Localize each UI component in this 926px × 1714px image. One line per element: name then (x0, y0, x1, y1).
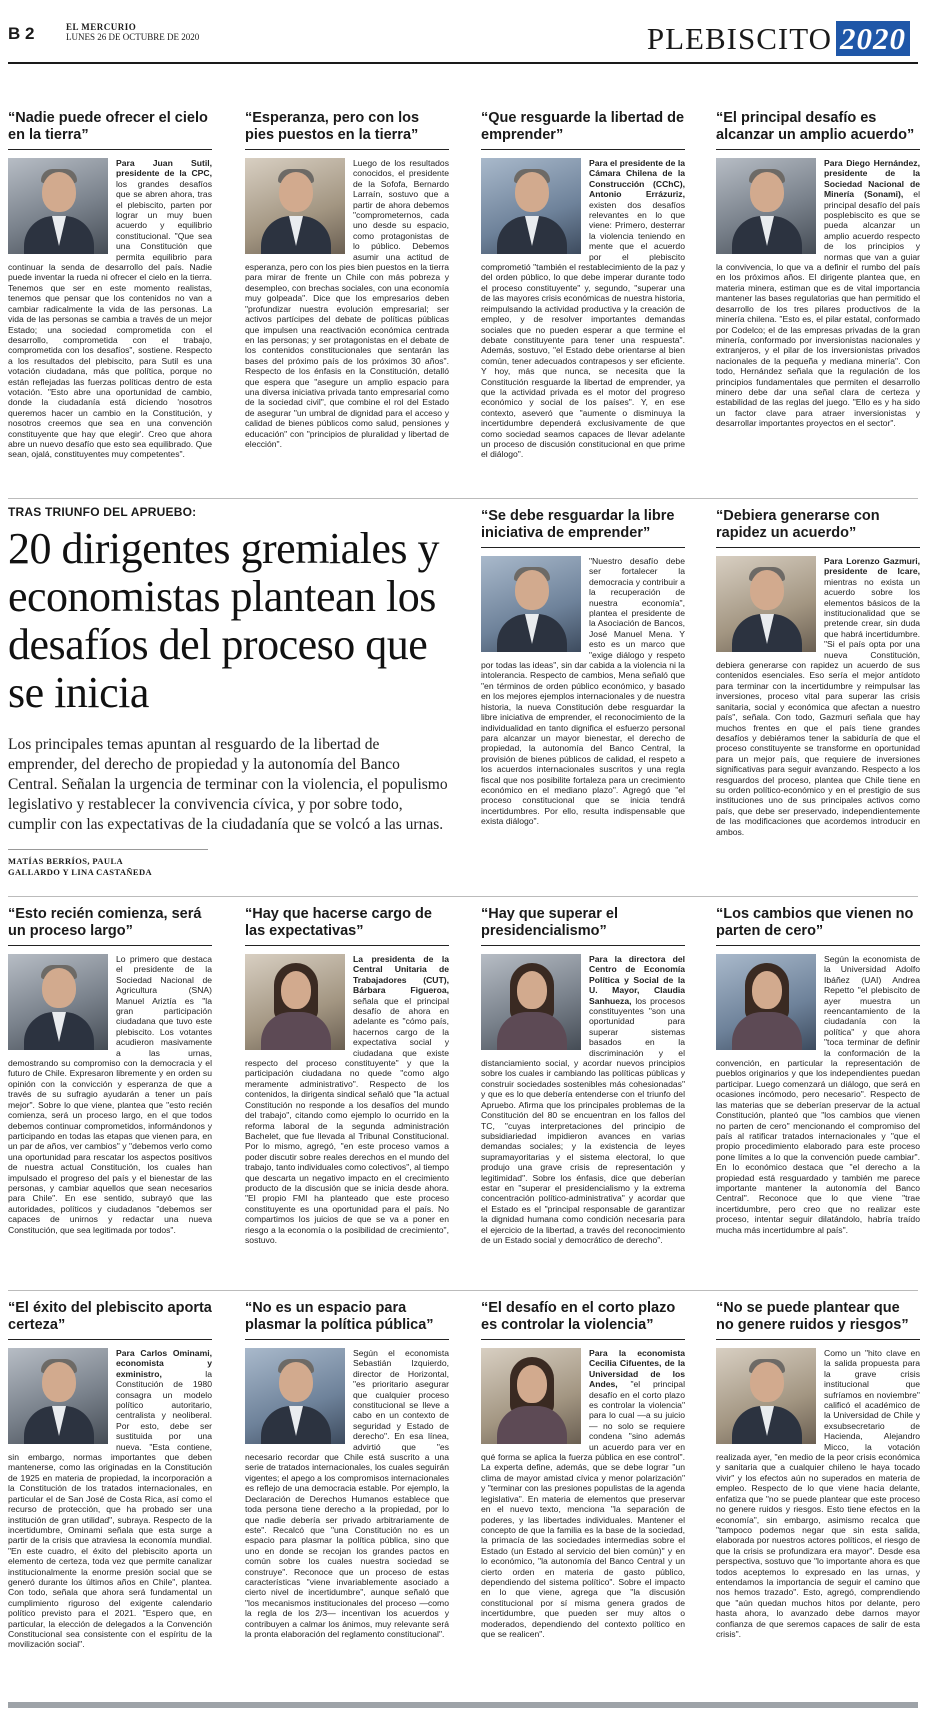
section-word: PLEBISCITO (646, 21, 832, 56)
quote-title: “Los cambios que vienen no parten de cero” (716, 906, 920, 946)
byline-line: MATÍAS BERRÍOS, PAULA (8, 856, 124, 866)
quote-title: “Esperanza, pero con los pies puestos en la tierra” (245, 110, 449, 150)
quote-block (716, 110, 920, 429)
quote-title: “Hay que hacerse cargo de las expectativas” (245, 906, 449, 946)
quote-block (8, 1300, 212, 1650)
quote-block (245, 906, 449, 1245)
quote-text: Como un "hito clave en la salida propuesta para la grave crisis institucional que sufríamos en noviembre" calificó el académico de la Universidad de Chile y exsubsecretario de Hacienda, Alejandro Micco, la votación realizada ayer, "en medio de la peor crisis económica y sanitaria que a cualquier chileno le haya tocado vivir" y los efectos aún no superados en materia de empleo. Respecto de lo que viene hacia delante, enfatiza que "no se puede plantear que este proceso no genere ruidos y riesgos. Esto tiene efectos en la economía", sin embargo, asimismo recalca que "tampoco podemos negar que sin esta salida, elaborada por nuestros actores políticos, el riesgo de que la crisis se profundizara era mayor". Desde esa perspectiva, sostuvo que "lo importante ahora es que todos aceptemos lo expresado en las urnas, y entendamos la importancia de seguir el camino que nos hemos trazado". Esto, agregó, comprendiendo que "aún quedan muchos hitos por delante, pero hasta ahora, lo avanzado debe darnos mayor confianza de que seremos capaces de salir de esta crisis". (716, 1348, 920, 1639)
paper-info (66, 22, 199, 42)
quote-lead: Para la directora del Centro de Economía Política y Social de la U. Mayor, Claudia Sanhueza, (589, 954, 685, 1006)
headline: 20 dirigentes gremiales y economistas plantean los desafíos del proceso que se inicia (8, 524, 440, 717)
quote-text: Luego de los resultados conocidos, el presidente de la Sofofa, Bernardo Larraín, sostuvo que a partir de ahora debemos "comprometernos, cada uno desde su espacio, como protagonistas de lo público. Debemos asumir una actitud de esperanza, pero con los pies bien puestos en la tierra para mirar de frente un Chile con más pobreza y desempleo, con brechas sociales, con una economía muy golpeada". Dice que los empresarios deben "profundizar nuestra evolución empresarial; ser activos partícipes del debate de políticas públicas que impulsen una reactivación económica centrada en las personas; y ser protagonistas en el debate de los contenidos constitucionales que sentarán las bases del próximo país de los próximos 30 años". Respecto de los énfasis en la Constitución, detalló que espera que "asegure un amplio espacio para una diversa iniciativa privada tanto empresarial como de la sociedad civil", que combine el rol del Estado de asegurar "un umbral de dignidad para el acceso y calidad de bienes públicos como salud, pensiones y educación" con "principios de pluralidad y libertad de elección". (245, 158, 449, 449)
page-number: B 2 (8, 24, 35, 43)
quote-title: “Hay que superar el presidencialismo” (481, 906, 685, 946)
quote-block (481, 906, 685, 1245)
quote-title: “No es un espacio para plasmar la política pública” (245, 1300, 449, 1340)
portrait-photo (245, 158, 345, 254)
quote-block (481, 508, 685, 827)
quote-lead: Para Lorenzo Gazmuri, presidente de Icare, (824, 556, 920, 577)
portrait-photo (245, 954, 345, 1050)
quote-title: “El principal desafío es alcanzar un amplio acuerdo” (716, 110, 920, 150)
quote-text: señala que el principal desafío de ahora en adelante es "cómo país, hacernos cargo de la expectativa social y ciudadana que existe respecto del proceso constituyente" y que la participación ciudadana no quede "como algo meramente administrativo". Respecto de los contenidos, la dirigenta sindical señaló que "la actual Constitución no responde a los desafíos del mundo del trabajo", citando como ejemplo lo ocurrido en la reforma laboral de la segunda administración Bachelet, que fue llevada al Tribunal Constitucional. Por lo mismo, agregó, "en este proceso vamos a poder discutir sobre reales derechos en el mundo del trabajo, tanto individuales como colectivos", al tiempo que descarta un negativo impacto en el crecimiento producto de la discusión que se inicia desde ahora. "El propio FMI ha planteado que este proceso constituyente es una oportunidad para el país. No compartimos los juicios de que se va a poner en riesgo a la economía o la posibilidad de crecimiento", sostuvo. (245, 995, 449, 1245)
byline (8, 849, 208, 878)
portrait-photo (716, 954, 816, 1050)
quote-lead: Para el presidente de la Cámara Chilena de la Construcción (CChC), Antonio Errázuriz, (589, 158, 685, 200)
portrait-photo (481, 954, 581, 1050)
quote-title: “El éxito del plebiscito aporta certeza” (8, 1300, 212, 1340)
portrait-photo (481, 158, 581, 254)
quote-title: “Esto recién comienza, será un proceso largo” (8, 906, 212, 946)
quote-title: “Debiera generarse con rapidez un acuerdo” (716, 508, 920, 548)
portrait-photo (8, 158, 108, 254)
quote-block (245, 110, 449, 449)
section-title (647, 22, 910, 56)
quote-lead: Para Juan Sutil, presidente de la CPC, (116, 158, 212, 179)
quote-block (8, 906, 212, 1235)
portrait-photo (8, 1348, 108, 1444)
issue-date: LUNES 26 DE OCTUBRE DE 2020 (66, 32, 200, 42)
header-rule (8, 62, 918, 64)
portrait-photo (716, 556, 816, 652)
quote-text: mientras no exista un acuerdo sobre los elementos básicos de la institucionalidad que se pretende crear, sin duda que habrá incertidumbre. "Si el país opta por una nueva Constitución, debiera generarse con rapidez un acuerdo de sus contenidos esenciales. Eso sería el mejor antídoto para terminar con la incertidumbre y reimpulsar las inversiones, proceso vital para superar las crisis sanitaria, social y económica que afectan a nuestro país", señala. Con todo, Gazmuri señala que hay muchos frentes en que el país tiene grandes desafíos y debiéramos tener la sabiduría de que el proceso constituyente se transforme en oportunidad para un mejor país, que requiere de inversiones significativas para seguir avanzando. Respecto a los resguardos del proceso, plantea que Chile tiene en su orden político-económico y en el prestigio de sus instituciones uno de sus principales activos como país, que debe ser preservado, independientemente de las modificaciones que acordemos introducir en ambos. (716, 576, 920, 837)
quote-text: Lo primero que destaca el presidente de la Sociedad Nacional de Agricultura (SNA) Manuel Ariztía es "la gran participación ciudadana que tuvo este plebiscito. Los votantes acudieron masivamente a las urnas, demostrando su compromiso con la democracia y el futuro de Chile. Expresaron libremente y en orden su opinión con la convicción y esperanza de que a través de su sufragio ayudarán a tener un país mejor". Sobre lo que viene, plantea que "esto recién comienza, será un proceso largo, en el que todos debemos continuar comprometidos, informándonos y participando en todas las etapas que vienen para, en un par de años, ver cambios" y "debemos verlo como una oportunidad para rescatar los aspectos positivos de nuestra actual Constitución, los cuales han impulsado el progreso del país y el bienestar de las personas, y cambiar aquellos que sean necesarios para Chile". En ese sentido, subrayó que las autoridades, políticos y ciudadanos "debemos ser capaces de unirnos y redactar una nueva Constitución, que sea legitimada por todos". (8, 954, 212, 1235)
section-divider (8, 1290, 918, 1291)
section-divider (8, 896, 918, 897)
byline-line: GALLARDO Y LINA CASTAÑEDA (8, 867, 153, 877)
quote-block (716, 508, 920, 837)
footer-rule (8, 1702, 918, 1708)
section-year: 2020 (836, 21, 910, 56)
portrait-photo (481, 1348, 581, 1444)
deck: Los principales temas apuntan al resguardo de la libertad de emprender, del derecho de propiedad y la autonomía del Banco Central. Señalan la urgencia de terminar con la violencia, el populismo legislativo y restablecer la convivencia cívica, y por sobre todo, cumplir con las expectativas de la ciudadanía que se volcó a las urnas. (8, 736, 448, 833)
quote-text: los grandes desafíos que se abren ahora, tras el plebiscito, parten por lograr un muy buen acuerdo y equilibrio constitucional. "Que sea una Constitución que permita equilibrio para continuar la senda de desarrollo del país. Nadie puede inventar la rueda ni ofrecer el cielo en la tierra. Tenemos que ser en este momento realistas, tenemos que pensar que los contenidos no van a cambiar radicalmente la vida de las personas. La vida de las personas se cambia a través de un mejor Estado; una sociedad comprometida con el desarrollo, comprometida con el trabajo, comprometida con los desafíos", sostiene. Respecto a los resultados del plebiscito, para Sutil es una votación ciudadana, más que política, porque no están reflejadas las fuerzas políticas dentro de esta votación. "Esto abre una oportunidad de cambio, donde la ciudadanía está diciendo 'nosotros queremos hacer un cambio en la Constitución, y nosotros creemos que sea en una convención constituyente que hay que elegir'. Creo que ahora abre un nuevo desafío que esto sea equilibrado. Que sean, ojalá, constituyentes muy competentes". (8, 178, 212, 460)
quote-title: “Que resguarde la libertad de emprender” (481, 110, 685, 150)
quote-lead: Para la economista Cecilia Cifuentes, de la Universidad de los Andes, (589, 1348, 685, 1390)
quote-title: “Se debe resguardar la libre iniciativa de emprender” (481, 508, 685, 548)
quote-block (481, 1300, 685, 1639)
quote-title: “Nadie puede ofrecer el cielo en la tierra” (8, 110, 212, 150)
quote-block (8, 110, 212, 460)
portrait-photo (481, 556, 581, 652)
quote-text: "el principal desafío en el corto plazo es controlar la violencia" para lo cual —a su juicio— no solo se requiere condena "sino además un acuerdo para ver en qué forma se aplica la fuerza pública en ese control". La experta define, además, que se debe lograr "un clima de mayor amistad cívica y menor polarización" y "terminar con las presiones populistas de la agenda legislativa". En materia de elementos que preservar en el nuevo texto, menciona "la separación de poderes, y las libertades individuales. Mantener el concepto de que la familia es la base de la sociedad, la primacía de las sociedades intermedias sobre el Estado (un Estado al servicio del bien común)" y en lo económico, "la autonomía del Banco Central y un cierto orden en materia de gasto público, dependiendo del sistema político". Sobre el impacto en lo que viene, agrega que "la discusión constitucional por sí misma genera grados de incertidumbre, que pueden ser muy altos o moderados, dependiendo del contexto político en que se realicen". (481, 1379, 685, 1639)
kicker: TRAS TRIUNFO DEL APRUEBO: (8, 505, 197, 519)
portrait-photo (716, 158, 816, 254)
portrait-photo (245, 1348, 345, 1444)
quote-lead: Para Diego Hernández, presidente de la Sociedad Nacional de Minería (Sonami), (824, 158, 920, 200)
quote-block (245, 1300, 449, 1639)
quote-title: “No se puede plantear que no genere ruidos y riesgos” (716, 1300, 920, 1340)
quote-text: "Nuestro desafío debe ser fortalecer la democracia y contribuir a la recuperación de nuestra economía", plantea el presidente de la Asociación de Bancos, José Manuel Mena. Y esto es un marco que "exige diálogo y respeto por todas las ideas", sin dar cabida a la violencia ni la intolerancia. Respecto de cambios, Mena señaló que "en términos de orden público económico, y basado en los mejores ejemplos internacionales y de nuestra historia, la nueva Constitución debe resguardar la libre iniciativa de emprender, el reconocimiento de la individualidad en tanto dignifica el esfuerzo personal para alcanzar un mayor bienestar, el derecho de propiedad, la autonomía del Banco Central, la provisión de bienes públicos de calidad, el respeto a los acuerdos internacionales suscritos y una regla fiscal que nos posibilite fortaleza para un crecimiento económico en el mediano plazo". Agregó que "el proceso constitucional que se inicia tendrá incertidumbres. Por ello, resulta indispensable que exista diálogo". (481, 556, 685, 827)
quote-text: los procesos constituyentes "son una oportunidad para superar sistemas basados en la discriminación y el distanciamiento social, y acordar nuevos principios sobre los cuales ir cambiando las políticas públicas y construir sociedades sostenibles más cohesionadas" y que es lo que debería entenderse con el triunfo del Apruebo. Afirma que los principales problemas de la Constitución del 80 se encuentran en los fallos del TC, "cuyas interpretaciones del principio de subsidiariedad impidieron avances en varias demandas sociales; y la existencia de leyes supramayoritarias y el sistema electoral, lo que produjo una grave crisis de representación y legitimidad". Sobre los énfasis, dice que deberían estar en "superar el presidencialismo y la extrema concentración político-administrativa" y acordar que el Estado es el "principal responsable de garantizar la dignidad humana como condición necesaria para el ejercicio de la libertad, a través del reconocimiento de un Estado social y democrático de derecho". (481, 995, 685, 1245)
quote-block (481, 110, 685, 460)
paper-name: EL MERCURIO (66, 22, 137, 32)
quote-text: la Constitución de 1980 consagra un modelo político autoritario, centralista y neoliberal. Por esto, debe ser sustituida por una nueva. "Esta contiene, sin embargo, normas importantes que deben mantenerse, como las originadas en la Constitución de 1925 en materia de propiedad, la incorporación a la Constitución de los tratados internacionales, en particular el de San José de Costa Rica, así como el recurso de protección, que ha probado ser una institución de gran utilidad", subraya. Respecto de la incertidumbre, Ominami señala que esta surge a partir de la crisis que atraviesa la economía mundial. "En este cuadro, el éxito del plebiscito aporta un elemento de certeza, toda vez que permite canalizar institucionalmente la enorme presión social que se generó durante los últimos años en Chile", plantea. Con todo, señala que ahora será fundamental un cumplimiento riguroso del exigente calendario político previsto para el 2021. "Espero que, en particular, la elección de delegados a la Convención Constitucional sea consistente con el espíritu de la movilización social". (8, 1368, 212, 1650)
section-divider (8, 498, 918, 499)
portrait-photo (8, 954, 108, 1050)
quote-block (716, 1300, 920, 1639)
quote-lead: La presidenta de la Central Unitaria de Trabajadores (CUT), Bárbara Figueroa, (353, 954, 449, 996)
lead-story (8, 505, 448, 878)
quote-text: existen dos desafíos relevantes en lo que viene: Primero, desterrar la violencia teniendo en mente que el acuerdo por el plebiscito comprometió "también el restablecimiento de la paz y del orden público, lo que debe imperar durante todo el proceso constituyente" y, segundo, "superar una de las mayores crisis económicas de nuestra historia, reimpulsando la actividad productiva y la creación de empleo, y de resolver importantes demandas sociales que no pueden esperar a que termine el debate constituyente para tener una respuesta". Además, sostuvo, "el Estado debe orientarse al bien común, tener adecuados contrapesos y ser eficiente. Y hoy, más que nunca, se necesita que la Constitución resguarde la libertad de emprender, ya que la actividad privada es el motor del progreso económico y social de los países". Y, en ese contexto, aseveró que "aumente o disminuya la incertidumbre dependerá exclusivamente de que como sociedad seamos capaces de llevar adelante un proceso de discusión constitucional en que prime el diálogo". (481, 199, 685, 460)
portrait-photo (716, 1348, 816, 1444)
quote-text: Según el economista Sebastián Izquierdo, director de Horizontal, "es prioritario asegurar que cualquier proceso constitucional se lleve a cabo en un contexto de seguridad y Estado de derecho". En esa línea, advirtió que "es necesario recordar que Chile está suscrito a una serie de tratados internacionales, los cuales seguirán vigentes; el apego a los compromisos internacionales es reflejo de una democracia estable. Por ejemplo, la Declaración de Derechos Humanos establece que toda persona tiene derecho a la propiedad, por lo que nadie debería ser privado arbitrariamente de este". Recalcó que "una Constitución no es un espacio para plasmar la política pública, sino que uno en donde se recojan los grandes pactos en común sobre los cuales nuestra sociedad se construye". Reconoce que un proceso de estas características "viene invariablemente asociado a cierto nivel de incertidumbre", aunque señaló que "los mecanismos institucionales del proceso —como la regla de los 2/3— incentivan los acuerdos y contribuyen a calmar los ánimos, muy relevante será la pronta elaboración del reglamento constitucional". (245, 1348, 449, 1639)
quote-lead: Para Carlos Ominami, economista y exministro, (116, 1348, 212, 1379)
masthead (8, 14, 918, 62)
quote-text: el principal desafío del país posplebiscito es que se pueda alcanzar un amplio acuerdo respecto de los principios y normas que van a guiar la convivencia, lo que va a definir el rumbo del país en los próximos años. El dirigente plantea que, en materia minera, estiman que es de vital importancia mantener las bases regulatorias que han permitido el desarrollo de los tres pilares productivos de la minería chilena. "Esto es, el pilar estatal, conformado por Codelco; el de las empresas privadas de la gran minería, conformado por inversionistas nacionales y extranjeros, y el pilar de los inversionistas privados nacionales de la pequeña y mediana minería". Con todo, Hernández señala que la regulación de los principios fundamentales que permiten el desarrollo minero debe dar una señal clara de certeza y estabilidad de las reglas del juego. "Ello es y ha sido un factor clave para atraer inversionistas y desarrollar importantes proyectos en el sector". (716, 189, 920, 429)
quote-text: Según la economista de la Universidad Adolfo Ibáñez (UAI) Andrea Repetto "el plebiscito de ayer muestra un reencantamiento de la ciudadanía con la política" y que ahora "toca terminar de definir la conformación de la convención, en particular la representación de pueblos originarios y que los independientes puedan participar. Luego comenzará un diálogo, que será en ocasiones incómodo, pero necesario". Respecto de las materias que se deberían preservar de la actual Constitución, planteó que "los cambios que vienen no parten de cero" mencionando el compromiso del país al ratificar tratados internacionales y "que el propio procedimiento elaborado para este proceso pone límites a lo que la convención puede cambiar". En lo económico destaca que "el derecho a la propiedad está resguardado y también me parece importante mantener la autonomía del Banco Central". Reconoce que lo que viene "trae incertidumbre, pero creo que no realizar este proceso, intentar seguir dilatándolo, habría traído mucha más incertidumbre al país". (716, 954, 920, 1235)
quote-title: “El desafío en el corto plazo es controlar la violencia” (481, 1300, 685, 1340)
quote-block (716, 906, 920, 1235)
